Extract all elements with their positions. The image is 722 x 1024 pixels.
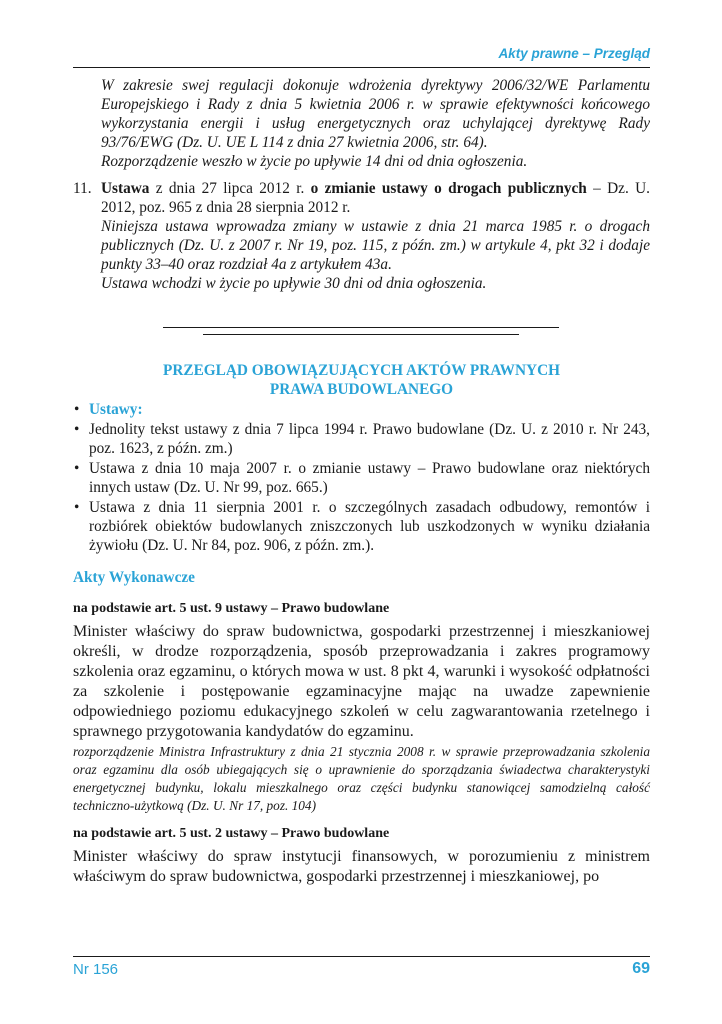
act-text: Ustawa z dnia 11 sierpnia 2001 r. o szczególnych zasadach odbudowy, remontów i rozbiórek obiektów budowlanych zniszczonych lub uszkodzonych w wyniku działania żywiołu (Dz. U. Nr 84, poz. 906, z późn. zm.).: [89, 499, 650, 554]
section-title-line2: PRAWA BUDOWLANEGO: [269, 381, 454, 398]
item-number: 11.: [73, 180, 92, 197]
act-text: Ustawa z dnia 10 maja 2007 r. o zmianie ustawy – Prawo budowlane oraz niektórych innych ustaw (Dz. U. Nr 99, poz. 665.): [89, 460, 650, 496]
item-title: o zmianie ustawy o drogach publicznych: [310, 180, 587, 197]
footer-rule: [73, 956, 650, 957]
legal-basis-text-2: Minister właściwy do spraw instytucji finansowych, w porozumieniu z ministrem właściwym do spraw budownictwa, gospodarki przestrzennej i mieszkaniowej, po: [73, 848, 650, 885]
issue-number: Nr 156: [73, 961, 119, 978]
bullet-icon: •: [74, 401, 80, 418]
item-reference: – Dz. U. 2012, poz. 965 z dnia 28 sierpnia 2012 r.: [101, 180, 650, 216]
list-item: [73, 459, 650, 497]
header-rule: [73, 67, 650, 68]
legal-basis-heading: na podstawie art. 5 ust. 9 ustawy – Prawo budowlane: [73, 601, 390, 616]
intro-effective-date: Rozporządzenie weszło w życie po upływie 14 dni od dnia ogłoszenia.: [101, 153, 528, 170]
item-effective-date: Ustawa wchodzi w życie po upływie 30 dni od dnia ogłoszenia.: [101, 275, 487, 292]
intro-note: [73, 76, 650, 171]
executive-acts-heading: Akty Wykonawcze: [73, 569, 195, 586]
item-note: Niniejsza ustawa wprowadza zmiany w ustawie z dnia 21 marca 1985 r. o drogach publicznych (Dz. U. z 2007 r. Nr 19, poz. 115, z późn. zm.) w artykule 4, pkt 32 i dodaje punkty 33–40 oraz rozdział 4a z artykułem 43a.: [101, 218, 650, 273]
section-title-line1: PRZEGLĄD OBOWIĄZUJĄCYCH AKTÓW PRAWNYCH: [162, 362, 561, 379]
separator-line-short: [203, 334, 519, 335]
list-item-11: [73, 179, 650, 293]
legal-basis-text: Minister właściwy do spraw budownictwa, gospodarki przestrzennej i mieszkaniowej określi, w drodze rozporządzenia, sposób przeprowadzania i zakres programowy szkolenia oraz egzaminu, o których mowa w ust. 8 pkt 4, warunki i wysokość odpłatności za szkolenie i postępowanie egzaminacyjne mając na uwadze zapewnienie odpowiedniego poziomu edukacyjnego szkoleń w celu zagwarantowania rzetelnego i sprawnego przygotowania kandydatów do egzaminu.: [73, 623, 650, 740]
act-text: Jednolity tekst ustawy z dnia 7 lipca 1994 r. Prawo budowlane (Dz. U. z 2010 r. Nr 243, poz. 1623, z późn. zm.): [89, 421, 650, 457]
page-number: 69: [632, 960, 650, 977]
list-item: [73, 498, 650, 555]
list-item: [73, 420, 650, 458]
document-page: [73, 0, 650, 1024]
section-separator: [73, 323, 650, 339]
legal-basis-heading-2: na podstawie art. 5 ust. 2 ustawy – Prawo budowlane: [73, 826, 390, 841]
bullet-icon: •: [74, 499, 80, 516]
acts-list: [73, 400, 650, 555]
acts-label: Ustawy:: [89, 401, 143, 418]
section-title: [73, 361, 650, 399]
item-citation: [101, 179, 650, 217]
item-lead: Ustawa: [101, 180, 150, 197]
bullet-icon: •: [74, 421, 80, 438]
page-body: [73, 76, 650, 887]
item-date: z dnia 27 lipca 2012 r.: [149, 180, 311, 197]
intro-paragraph: W zakresie swej regulacji dokonuje wdrożenia dyrektywy 2006/32/WE Parlamentu Europejskiego i Rady z dnia 5 kwietnia 2006 r. w sprawie efektywności końcowego wykorzystania energii i usług energetycznych oraz uchylającej dyrektywę Rady 93/76/EWG (Dz. U. UE L 114 z dnia 27 kwietnia 2006, str. 64).: [101, 77, 650, 151]
running-header: Akty prawne – Przegląd: [498, 46, 650, 61]
regulation-citation: rozporządzenie Ministra Infrastruktury z dnia 21 stycznia 2008 r. w sprawie przeprowadzania szkolenia oraz egzaminu dla osób ubiegających się o uprawnienie do sporządzania świadectwa charakterystyki energetycznej budynku, lokalu mieszkalnego oraz części budynku stanowiącej samodzielną całość techniczno-użytkową (Dz. U. Nr 17, poz. 104): [73, 744, 650, 813]
bullet-icon: •: [74, 460, 80, 477]
acts-list-heading: [73, 400, 650, 419]
separator-line-long: [163, 327, 559, 328]
